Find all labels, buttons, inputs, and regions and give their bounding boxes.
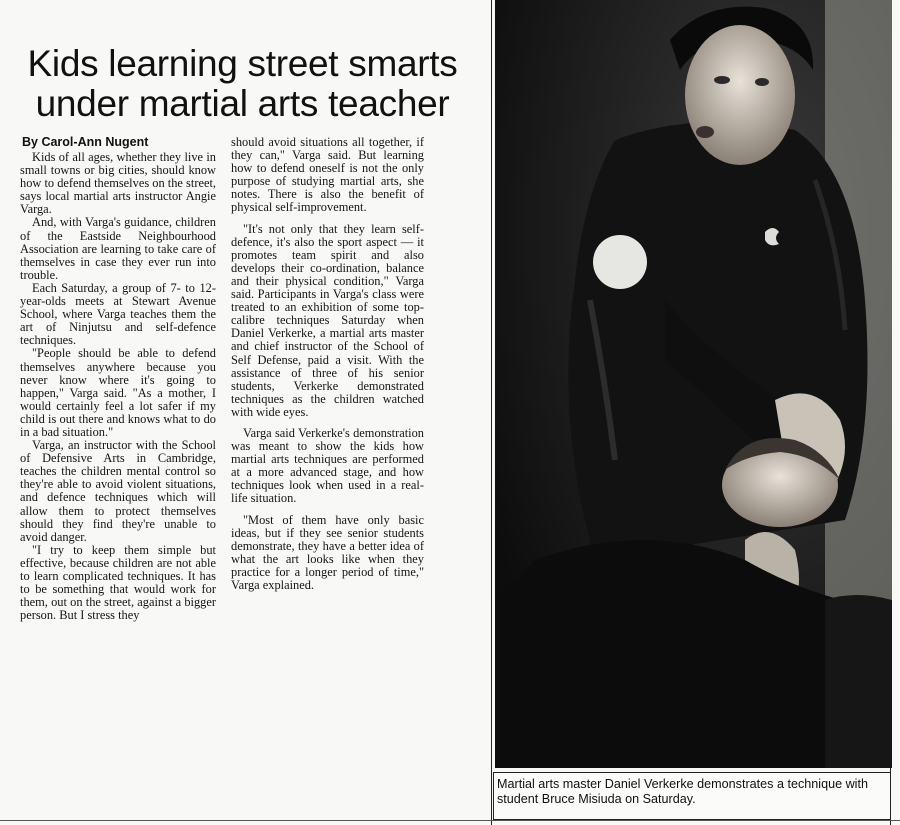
paragraph: "Most of them have only basic ideas, but if they see senior students demonstrate, they have a better idea of what the art looks like when they practice for a longer period of time," Varga explained.	[231, 512, 424, 592]
paragraph: "People should be able to defend themselves anywhere because you never know where it's going to happen," Varga said. "As a mother, I would certainly feel a lot safer if my child is out there and knows what to do in a bad situation."	[20, 346, 216, 439]
paragraph: should avoid situations all together, if they can," Varga said. But learning how to defend oneself is not the only purpose of studying martial arts, she notes. There is also the benefit of physical self-improvement.	[231, 135, 424, 215]
paragraph: Varga, an instructor with the School of Defensive Arts in Cambridge, teaches the children mental control so they're able to avoid violent situations, and defence techniques which will allow them to protect themselves should they find they're unable to avoid danger.	[20, 438, 216, 544]
bottom-rule	[0, 820, 900, 821]
paragraph: And, with Varga's guidance, children of the Eastside Neighbourhood Association are learning to take care of themselves in case they ever run into trouble.	[20, 215, 216, 282]
headline-line-1: Kids learning street smarts	[27, 43, 458, 84]
paragraph: "It's not only that they learn self-defence, it's also the sport aspect — it promotes team spirit and also develops their co-ordination, balance and their physical condition," Varga said. Participants in Varga's class were treated to an exhibition of some top-calibre techniques Saturday when Daniel Verkerke, a martial arts master and chief instructor of the School of Self Defense, paid a visit. With the assistance of three of his senior students, Verkerke demonstrated techniques as the children watched with wide eyes.	[231, 221, 424, 419]
article-column-1	[20, 151, 216, 622]
article-column-2	[231, 136, 424, 592]
headline-line-2: under martial arts teacher	[35, 83, 450, 124]
paragraph: "I try to keep them simple but effective, because children are not able to learn complicated techniques. It has to be something that would work for them, out on the street, against a bigger person. But I stress they	[20, 542, 216, 623]
byline: By Carol-Ann Nugent	[22, 135, 149, 149]
column-divider	[491, 0, 492, 825]
paragraph: Kids of all ages, whether they live in small towns or big cities, should know how to defend themselves on the street, says local martial arts instructor Angie Varga.	[20, 150, 216, 217]
headline	[10, 44, 475, 124]
martial-arts-photo-image	[495, 0, 892, 768]
paragraph: Varga said Verkerke's demonstration was meant to show the kids how martial arts techniques are performed at a more advanced stage, and how techniques look when used in a real-life situation.	[231, 425, 424, 506]
caption-divider	[890, 768, 891, 825]
article-photo	[495, 0, 892, 768]
paragraph: Each Saturday, a group of 7- to 12-year-olds meets at Stewart Avenue School, where Varga teaches them the art of Ninjutsu and self-defence techniques.	[20, 280, 216, 348]
photo-caption: Martial arts master Daniel Verkerke demonstrates a technique with student Bruce Misiuda on Saturday.	[493, 772, 891, 820]
